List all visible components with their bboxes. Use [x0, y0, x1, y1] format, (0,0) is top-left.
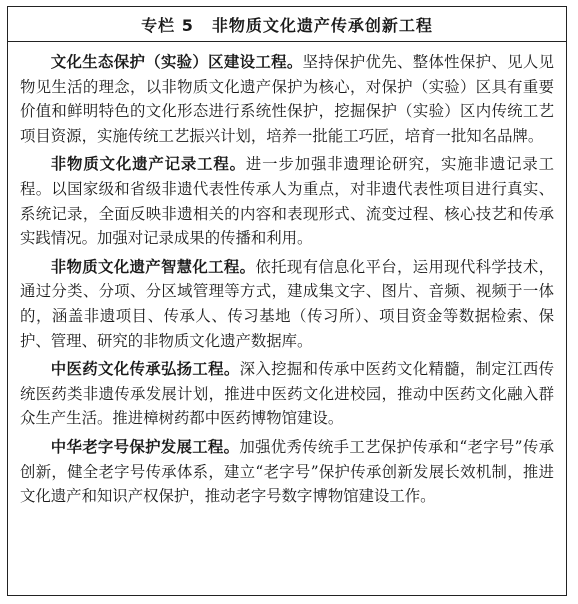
paragraph-body: 坚持保护优先、整体性保护、见人见物见生活的理念，以非物质文化遗产保护为核心，对保护（实验）区具有重要价值和鲜明特色的文化形态进行系统性保护，挖掘保护（实验）区内传统工艺项目资源，实施传统工艺振兴计划，培养一批能工巧匠，培育一批知名品牌。 [20, 53, 554, 145]
column-title: 非物质文化遗产传承创新工程 [211, 15, 433, 35]
paragraph-body: 依托现有信息化平台，运用现代科学技术，通过分类、分项、分区域管理等方式，建成集文字、图片、音频、视频于一体的，涵盖非遗项目、传承人、传习基地（传习所）、项目资金等数据检索、保护、管理、研究的非物质文化遗产数据库。 [20, 257, 554, 350]
paragraph-body: 进一步加强非遗理论研究，实施非遗记录工程。以国家级和省级非遗代表性传承人为重点，对非遗代表性项目进行真实、系统记录，全面反映非遗相关的内容和表现形式、流变过程、核心技艺和传承实践情况。加强对记录成果的传播和利用。 [20, 155, 554, 248]
paragraph-lead: 非物质文化遗产智慧化工程。 [50, 257, 256, 276]
paragraph-body: 深入挖掘和传承中医药文化精髓，制定江西传统医药类非遗传承发展计划，推进中医药文化进校园，推动中医药文化融入群众生产生活。推进樟树药都中医药博物馆建设。 [20, 360, 554, 428]
paragraph-eco-protection-zone [20, 50, 554, 148]
column-label: 专栏 5 [141, 15, 194, 35]
box-title [8, 7, 566, 42]
column-box [7, 6, 567, 596]
box-content [8, 42, 566, 509]
paragraph-lead: 非物质文化遗产记录工程。 [50, 155, 246, 174]
paragraph-heritage-record [20, 152, 554, 250]
paragraph-lead: 文化生态保护（实验）区建设工程。 [50, 53, 303, 71]
paragraph-time-honored-brands [20, 435, 554, 509]
paragraph-lead: 中华老字号保护发展工程。 [50, 437, 240, 456]
paragraph-lead: 中医药文化传承弘扬工程。 [50, 360, 240, 379]
paragraph-tcm-culture [20, 357, 554, 431]
paragraph-heritage-smart [20, 255, 554, 353]
paragraph-body: 加强优秀传统手工艺保护传承和“老字号”传承创新，健全老字号传承体系，建立“老字号”保护传承创新发展长效机制，推进文化遗产和知识产权保护，推动老字号数字博物馆建设工作。 [20, 437, 554, 506]
